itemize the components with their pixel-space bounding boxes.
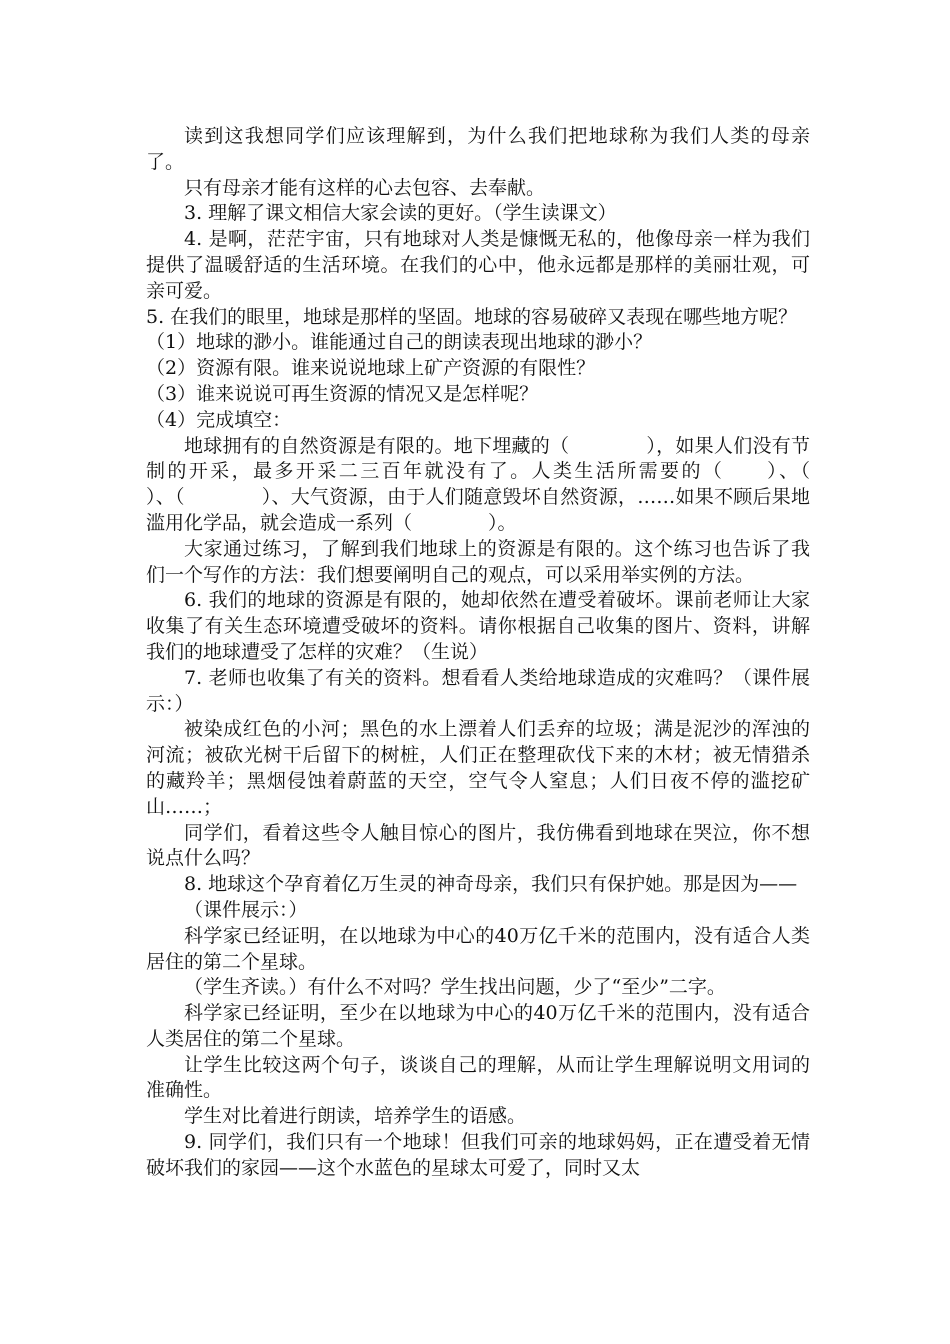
paragraph: 5. 在我们的眼里，地球是那样的坚固。地球的容易破碎又表现在哪些地方呢？ xyxy=(146,305,798,328)
paragraph: 8. 地球这个孕育着亿万生灵的神奇母亲，我们只有保护她。那是因为—— xyxy=(184,873,798,896)
paragraph: 9. 同学们，我们只有一个地球！但我们可亲的地球妈妈，正在遭受着无情破坏我们的家园——这个水蓝色的星球太可爱了，同时又太 xyxy=(146,1131,810,1179)
paragraph: 4. 是啊，茫茫宇宙，只有地球对人类是慷慨无私的，他像母亲一样为我们提供了温暖舒适的生活环境。在我们的心中，他永远都是那样的美丽壮观，可亲可爱。 xyxy=(146,228,810,302)
paragraph: 只有母亲才能有这样的心去包容、去奉献。 xyxy=(184,176,546,199)
paragraph: （3）谁来说说可再生资源的情况又是怎样呢？ xyxy=(146,382,539,405)
paragraph: （2）资源有限。谁来说说地球上矿产资源的有限性？ xyxy=(146,357,596,380)
paragraph: 地球拥有的自然资源是有限的。地下埋藏的（ ），如果人们没有节制的开采，最多开采二三百年就没有了。人类生活所需要的（ ）、（ ）、（ ）、大气资源，由于人们随意毁坏自然资源，……如果不顾后果地滥用化学品，就会造成一系列（ ）。 xyxy=(146,434,887,534)
paragraph: 读到这我想同学们应该理解到，为什么我们把地球称为我们人类的母亲了。 xyxy=(146,125,810,173)
paragraph: 被染成红色的小河；黑色的水上漂着人们丢弃的垃圾；满是泥沙的浑浊的河流；被砍光树干后留下的树桩，人们正在整理砍伐下来的木材；被无情猎杀的藏羚羊；黑烟侵蚀着蔚蓝的天空，空气令人窒息；人们日夜不停的滥挖矿山……； xyxy=(146,718,810,818)
paragraph: 3. 理解了课文相信大家会读的更好。（学生读课文） xyxy=(184,202,617,225)
paragraph: 6. 我们的地球的资源是有限的，她却依然在遭受着破坏。课前老师让大家收集了有关生态环境遭受破坏的资料。请你根据自己收集的图片、资料，讲解我们的地球遭受了怎样的灾难？（生说） xyxy=(146,589,810,663)
paragraph: 科学家已经证明，在以地球为中心的40万亿千米的范围内，没有适合人类居住的第二个星球。 xyxy=(146,924,810,973)
paragraph: （课件展示：） xyxy=(184,898,308,921)
paragraph: 同学们，看着这些令人触目惊心的图片，我仿佛看到地球在哭泣，你不想说点什么吗？ xyxy=(146,821,810,870)
paragraph: 让学生比较这两个句子，谈谈自己的理解，从而让学生理解说明文用词的准确性。 xyxy=(146,1053,810,1102)
paragraph: 大家通过练习，了解到我们地球上的资源是有限的。这个练习也告诉了我们一个写作的方法：我们想要阐明自己的观点，可以采用举实例的方法。 xyxy=(146,537,810,586)
paragraph: （学生齐读。）有什么不对吗？学生找出问题，少了“至少”二字。 xyxy=(184,976,726,999)
paragraph: 学生对比着进行朗读，培养学生的语感。 xyxy=(184,1105,527,1128)
paragraph: 7. 老师也收集了有关的资料。想看看人类给地球造成的灾难吗？（课件展示：） xyxy=(146,666,810,715)
document-page xyxy=(146,124,887,1182)
paragraph: 科学家已经证明，至少在以地球为中心的40万亿千米的范围内，没有适合人类居住的第二个星球。 xyxy=(146,1002,810,1050)
paragraph: （4）完成填空： xyxy=(146,408,292,431)
paragraph: （1）地球的渺小。谁能通过自己的朗读表现出地球的渺小？ xyxy=(146,331,653,354)
